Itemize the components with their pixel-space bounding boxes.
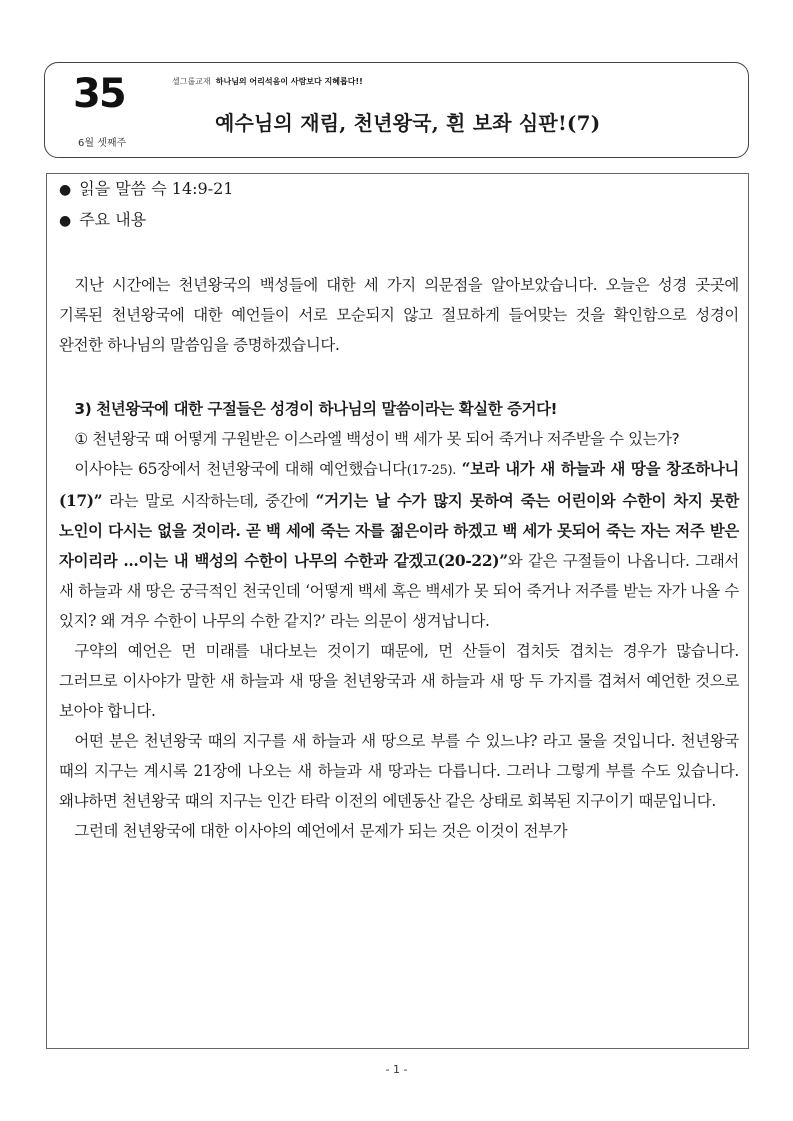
para-text: 이사야는 65장에서 천년왕국에 대해 예언했습니다 — [74, 460, 407, 478]
lesson-number: 35 — [73, 71, 125, 117]
intro-paragraph: 지난 시간에는 천년왕국의 백성들에 대한 세 가지 의문점을 알아보았습니다. 오늘은 성경 곳곳에 기록된 천년왕국에 대한 예언들이 서로 모순되지 않고 절묘하게 들어맞는 것을 확인함으로 성경이 완전한 하나님의 말씀임을 증명하겠습니다. — [59, 276, 739, 354]
spacer — [59, 360, 739, 394]
bullet-icon: ● — [59, 213, 72, 229]
verse-reference: (17-25). — [406, 463, 457, 478]
para-text: 라는 말로 시작하는데, 중간에 — [102, 492, 316, 510]
series-prefix: 셀그룹교재 — [172, 77, 211, 86]
isaiah-paragraph — [59, 454, 739, 636]
reading-label: 읽을 말씀 — [79, 179, 147, 198]
content-box — [46, 173, 749, 1049]
new-heaven-paragraph: 어떤 분은 천년왕국 때의 지구를 새 하늘과 새 땅으로 부를 수 있느냐? 라고 물을 것입니다. 천년왕국 때의 지구는 계시록 21장에 나오는 새 하늘과 새 땅과는 다릅니다. 그러나 그렇게 부를 수도 있습니다. 왜냐하면 천년왕국 때의 지구는 인간 타락 이전의 에덴동산 같은 상태로 회복된 지구이기 때문입니다. — [59, 732, 739, 810]
series-title: 하나님의 어리석음이 사람보다 지혜롭다!! — [215, 77, 363, 86]
continuation-paragraph: 그런데 천년왕국에 대한 이사야의 예언에서 문제가 되는 것은 이것이 전부가 — [74, 822, 568, 840]
summary-label: 주요 내용 — [79, 210, 147, 229]
lesson-title: 예수님의 재림, 천년왕국, 흰 보좌 심판!(7) — [215, 111, 601, 135]
series-line — [172, 76, 363, 87]
bullet-icon: ● — [59, 182, 72, 198]
reading-line — [59, 174, 739, 205]
reading-reference: 슥 14:9-21 — [151, 179, 234, 198]
question-heading: ① 천년왕국 때 어떻게 구원받은 이스라엘 백성이 백 세가 못 되어 죽거나 저주받을 수 있는가? — [74, 430, 680, 448]
scripture-quote: “보라 내가 새 하늘과 새 땅을 창조하나니(17)” — [59, 460, 739, 510]
page-number: - 1 - — [385, 1063, 408, 1076]
content-inner — [59, 174, 739, 846]
para-text: 와 같은 구절들이 나옵니다. 그래서 새 하늘과 새 땅은 궁극적인 천국인데 ‘어떻게 백세 혹은 백세가 못 되어 죽거나 저주를 받는 자가 나올 수 있지? 왜 겨우 수한이 나무의 수한 같지?’ 라는 의문이 생겨납니다. — [59, 552, 739, 630]
summary-line — [59, 205, 739, 236]
section-heading: 3) 천년왕국에 대한 구절들은 성경이 하나님의 말씀이라는 확실한 증거다! — [74, 400, 558, 418]
spacer — [59, 236, 739, 270]
scripture-quote: “거기는 날 수가 많지 못하여 죽는 어린이와 수한이 차지 못한 노인이 다시는 없을 것이라. 곧 백 세에 죽는 자를 젊은이라 하겠고 백 세가 못되어 죽는 자는 저주 받은 자이리라 …이는 내 백성의 수한이 나무의 수한과 같겠고(20-22)” — [59, 492, 739, 570]
lesson-header — [44, 62, 749, 158]
prophecy-paragraph: 구약의 예언은 먼 미래를 내다보는 것이기 때문에, 먼 산들이 겹치듯 겹치는 경우가 많습니다. 그러므로 이사야가 말한 새 하늘과 새 땅을 천년왕국과 새 하늘과 새 땅 두 가지를 겹쳐서 예언한 것으로 보아야 합니다. — [59, 642, 739, 720]
week-label: 6월 셋째주 — [78, 138, 127, 149]
